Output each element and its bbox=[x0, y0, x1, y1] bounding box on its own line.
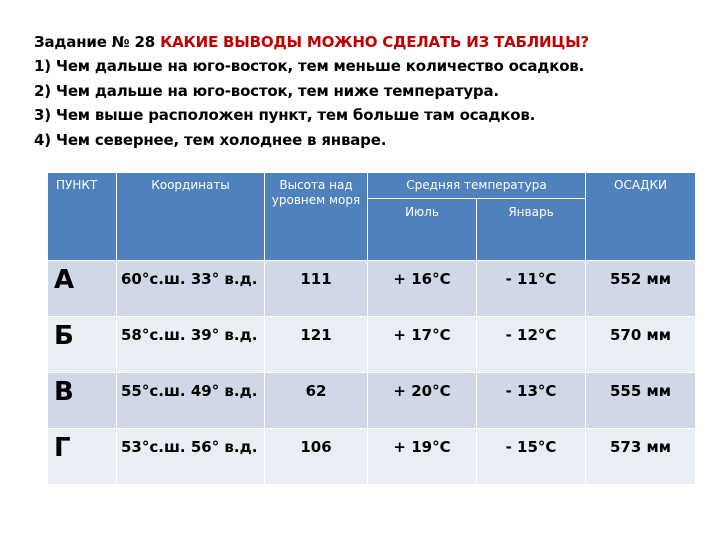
cell-coordinates: 60°с.ш. 33° в.д. bbox=[117, 261, 265, 317]
cell-point: А bbox=[48, 261, 117, 317]
cell-height: 106 bbox=[265, 429, 368, 485]
cell-precipitation: 570 мм bbox=[586, 317, 696, 373]
cell-coordinates: 55°с.ш. 49° в.д. bbox=[117, 373, 265, 429]
cell-january: - 12°С bbox=[477, 317, 586, 373]
header-precipitation: ОСАДКИ bbox=[586, 173, 696, 261]
cell-point: В bbox=[48, 373, 117, 429]
header-january: Январь bbox=[477, 199, 586, 261]
cell-precipitation: 555 мм bbox=[586, 373, 696, 429]
table-row bbox=[48, 317, 696, 373]
task-question: КАКИЕ ВЫВОДЫ МОЖНО СДЕЛАТЬ ИЗ ТАБЛИЦЫ? bbox=[160, 33, 589, 51]
cell-july: + 19°С bbox=[368, 429, 477, 485]
answer-option-4: 4) Чем севернее, тем холоднее в январе. bbox=[34, 130, 387, 149]
header-avg-temperature: Средняя температура bbox=[368, 173, 586, 199]
cell-coordinates: 58°с.ш. 39° в.д. bbox=[117, 317, 265, 373]
cell-january: - 11°С bbox=[477, 261, 586, 317]
cell-height: 111 bbox=[265, 261, 368, 317]
cell-point: Г bbox=[48, 429, 117, 485]
cell-precipitation: 552 мм bbox=[586, 261, 696, 317]
data-table bbox=[47, 172, 696, 485]
cell-july: + 17°С bbox=[368, 317, 477, 373]
cell-january: - 13°С bbox=[477, 373, 586, 429]
cell-point: Б bbox=[48, 317, 117, 373]
header-point: ПУНКТ bbox=[48, 173, 117, 261]
task-number: Задание № 28 bbox=[34, 33, 156, 51]
cell-coordinates: 53°с.ш. 56° в.д. bbox=[117, 429, 265, 485]
task-title bbox=[34, 30, 704, 54]
cell-july: + 16°С bbox=[368, 261, 477, 317]
table-row bbox=[48, 429, 696, 485]
task-block bbox=[34, 30, 704, 152]
table-row bbox=[48, 373, 696, 429]
header-july: Июль bbox=[368, 199, 477, 261]
answer-option-2: 2) Чем дальше на юго-восток, тем ниже температура. bbox=[34, 81, 499, 100]
table-row bbox=[48, 261, 696, 317]
answer-option-3: 3) Чем выше расположен пункт, тем больше там осадков. bbox=[34, 106, 536, 124]
header-coordinates: Координаты bbox=[117, 173, 265, 261]
cell-height: 62 bbox=[265, 373, 368, 429]
cell-precipitation: 573 мм bbox=[586, 429, 696, 485]
cell-height: 121 bbox=[265, 317, 368, 373]
answer-option-1: 1) Чем дальше на юго-восток, тем меньше количество осадков. bbox=[34, 57, 585, 75]
cell-january: - 15°С bbox=[477, 429, 586, 485]
cell-july: + 20°С bbox=[368, 373, 477, 429]
header-height: Высота над уровнем моря bbox=[265, 173, 368, 261]
